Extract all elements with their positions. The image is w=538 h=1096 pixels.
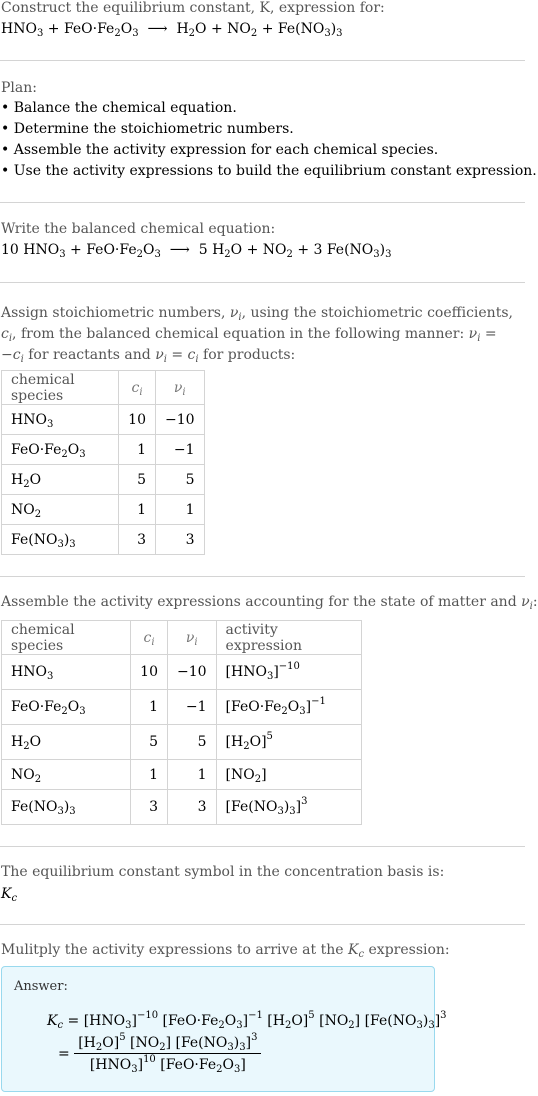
- answer-label: Answer:: [14, 979, 68, 994]
- coefficient-cell: 5: [131, 725, 168, 760]
- plan-step: • Use the activity expressions to build the equilibrium constant expression.: [1, 163, 537, 179]
- table-row: [2, 435, 205, 465]
- activity-explanation: Assemble the activity expressions accounting for the state of matter and $\nu_i$:: [1, 594, 538, 612]
- coefficient-cell: 10: [131, 655, 168, 690]
- stoich-number-cell: 3: [156, 525, 205, 555]
- coefficient-cell: 5: [119, 465, 156, 495]
- stoich-table: [1, 370, 205, 555]
- species-cell: $HNO_3$: [2, 655, 131, 690]
- table-row: [2, 725, 362, 760]
- species-cell: $NO_2$: [2, 495, 119, 525]
- species-cell: $H_2O$: [2, 465, 119, 495]
- species-cell: $FeO\cdot Fe_2O_3$: [2, 690, 131, 725]
- balanced-label: Write the balanced chemical equation:: [1, 221, 276, 237]
- species-cell: $NO_2$: [2, 760, 131, 790]
- activity-expression-cell: $[HNO_3]^{-10}$: [216, 655, 361, 690]
- stoich-number-cell: −10: [156, 405, 205, 435]
- divider: [0, 60, 525, 61]
- table-row: [2, 465, 205, 495]
- coefficient-cell: 10: [119, 405, 156, 435]
- table-row: [2, 525, 205, 555]
- species-cell: $Fe(NO_3)_3$: [2, 525, 119, 555]
- fraction-denominator: $[HNO_3]^{10}$ $[FeO\cdot Fe_2O_3]$: [89, 1054, 246, 1075]
- plan-title: Plan:: [1, 80, 37, 96]
- activity-table: [1, 620, 362, 825]
- divider: [0, 846, 525, 847]
- plan-step: • Assemble the activity expression for each chemical species.: [1, 142, 439, 158]
- table-row: [2, 495, 205, 525]
- balanced-equation: 10 $HNO_3 + FeO\cdot Fe_2O_3$ ⟶ 5 $H_2O + NO_2 + 3$ $Fe(NO_3)_3$: [1, 242, 392, 260]
- divider: [0, 924, 525, 925]
- column-header: $c_i$: [131, 621, 168, 655]
- column-header: chemical species: [2, 621, 131, 655]
- reaction-equation: $HNO_3 + FeO\cdot Fe_2O_3$ ⟶ $H_2O + NO_2 + Fe(NO_3)_3$: [1, 21, 343, 39]
- table-row: [2, 655, 362, 690]
- species-cell: $H_2O$: [2, 725, 131, 760]
- intro-text: Construct the equilibrium constant, K, expression for:: [1, 0, 385, 16]
- plan-step: • Determine the stoichiometric numbers.: [1, 121, 294, 137]
- multiply-text: Mulitply the activity expressions to arrive at the $K_c$ expression:: [1, 942, 450, 960]
- kc-fraction: = $\frac{[H_2O]^5 [NO_2] [Fe(NO_3)_3]^3}{[HNO_3]^{10} [FeO\cdot Fe_2O_3]}$: [58, 1035, 261, 1073]
- divider: [0, 576, 525, 577]
- column-header: $\nu_i$: [168, 621, 217, 655]
- coefficient-cell: 1: [119, 495, 156, 525]
- table-row: [2, 790, 362, 825]
- column-header: chemical species: [2, 371, 119, 405]
- coefficient-cell: 1: [131, 690, 168, 725]
- coefficient-cell: 3: [131, 790, 168, 825]
- species-cell: $Fe(NO_3)_3$: [2, 790, 131, 825]
- stoich-number-cell: 1: [168, 760, 217, 790]
- table-row: [2, 405, 205, 435]
- divider: [0, 202, 525, 203]
- coefficient-cell: 1: [119, 435, 156, 465]
- column-header: $\nu_i$: [156, 371, 205, 405]
- symbol-text: The equilibrium constant symbol in the concentration basis is:: [1, 864, 445, 880]
- table-row: [2, 690, 362, 725]
- kc-symbol: $K_c$: [1, 886, 18, 904]
- answer-box: [1, 966, 447, 1092]
- activity-expression-cell: $[NO_2]$: [216, 760, 361, 790]
- coefficient-cell: 1: [131, 760, 168, 790]
- kc-expression: $K_c = [HNO_3]^{-10}$ $[FeO\cdot Fe_2O_3]^{-1}$ $[H_2O]^5$ $[NO_2]$ $[Fe(NO_3)_3]^3$: [47, 1010, 447, 1031]
- species-cell: $HNO_3$: [2, 405, 119, 435]
- stoich-number-cell: 5: [156, 465, 205, 495]
- activity-expression-cell: $[H_2O]^5$: [216, 725, 361, 760]
- stoich-number-cell: −1: [168, 690, 217, 725]
- column-header: activity expression: [216, 621, 361, 655]
- stoich-explanation: Assign stoichiometric numbers, $\nu_i$, using the stoichiometric coefficients, $c_i$, from the balanced chemical equation in the following manner: $\nu_i = -c_i$ for reactants and $\nu_i = c_i$ for products:: [1, 305, 513, 365]
- plan-step: • Balance the chemical equation.: [1, 100, 237, 116]
- stoich-number-cell: 3: [168, 790, 217, 825]
- stoich-number-cell: −1: [156, 435, 205, 465]
- stoich-number-cell: 1: [156, 495, 205, 525]
- table-row: [2, 760, 362, 790]
- fraction-numerator: $[H_2O]^5$ $[NO_2]$ $[Fe(NO_3)_3]^3$: [74, 1035, 261, 1054]
- activity-expression-cell: $[FeO\cdot Fe_2O_3]^{-1}$: [216, 690, 361, 725]
- divider: [0, 282, 525, 283]
- column-header: $c_i$: [119, 371, 156, 405]
- coefficient-cell: 3: [119, 525, 156, 555]
- stoich-number-cell: −10: [168, 655, 217, 690]
- species-cell: $FeO\cdot Fe_2O_3$: [2, 435, 119, 465]
- activity-expression-cell: $[Fe(NO_3)_3]^3$: [216, 790, 361, 825]
- stoich-number-cell: 5: [168, 725, 217, 760]
